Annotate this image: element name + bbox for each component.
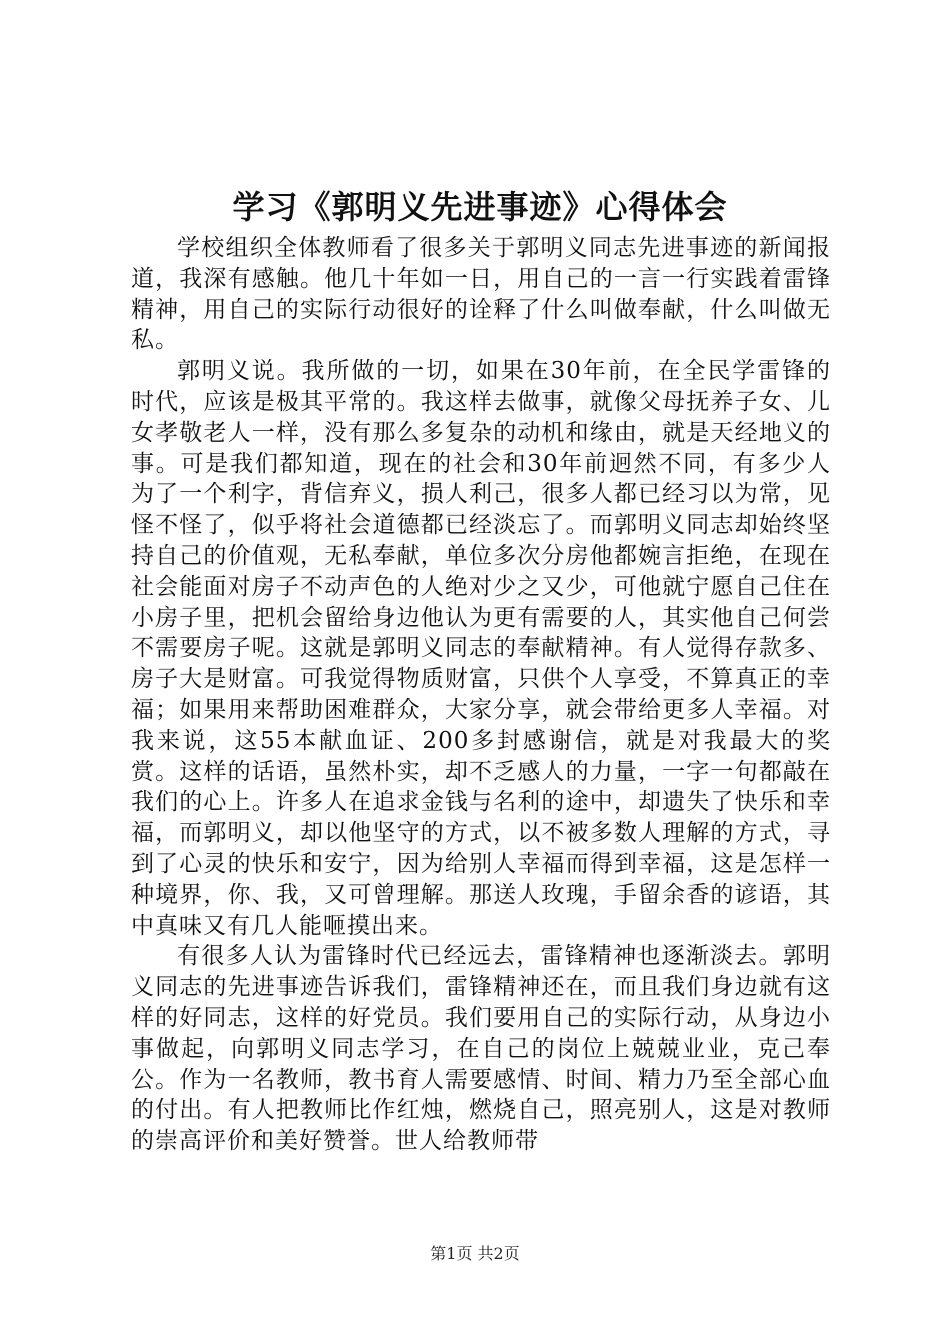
document-body [131, 233, 831, 1157]
paragraph-1: 学校组织全体教师看了很多关于郭明义同志先进事迹的新闻报道，我深有感触。他几十年如一日，用自己的一言一行实践着雷锋精神，用自己的实际行动很好的诠释了什么叫做奉献，什么叫做无私。 [131, 235, 831, 354]
document-title: 学习《郭明义先进事迹》心得体会 [232, 188, 728, 226]
paragraph-2: 郭明义说。我所做的一切，如果在30年前，在全民学雷锋的时代，应该是极其平常的。我这样去做事，就像父母抚养子女、儿女孝敬老人一样，没有那么多复杂的动机和缘由，就是天经地义的事。可是我们都知道，现在的社会和30年前迥然不同，有多少人为了一个利字，背信弃义，损人利己，很多人都已经习以为常，见怪不怪了，似乎将社会道德都已经淡忘了。而郭明义同志却始终坚持自己的价值观，无私奉献，单位多次分房他都婉言拒绝，在现在社会能面对房子不动声色的人绝对少之又少，可他就宁愿自己住在小房子里，把机会留给身边他认为更有需要的人，其实他自己何尝不需要房子呢。这就是郭明义同志的奉献精神。有人觉得存款多、房子大是财富。可我觉得物质财富，只供个人享受，不算真正的幸福；如果用来帮助困难群众，大家分享，就会带给更多人幸福。对我来说，这55本献血证、200多封感谢信，就是对我最大的奖赏。这样的话语，虽然朴实，却不乏感人的力量，一字一句都敲在我们的心上。许多人在追求金钱与名利的途中，却遗失了快乐和幸福，而郭明义，却以他坚守的方式，以不被多数人理解的方式，寻到了心灵的快乐和安宁，因为给别人幸福而得到幸福，这是怎样一种境界，你、我，又可曾理解。那送人玫瑰，手留余香的谚语，其中真味又有几人能咂摸出来。 [131, 358, 831, 939]
paragraph-3: 有很多人认为雷锋时代已经远去，雷锋精神也逐渐淡去。郭明义同志的先进事迹告诉我们，雷锋精神还在，而且我们身边就有这样的好同志，这样的好党员。我们要用自己的实际行动，从身边小事做起，向郭明义同志学习，在自己的岗位上兢兢业业，克己奉公。作为一名教师，教书育人需要感情、时间、精力乃至全部心血的付出。有人把教师比作红烛，燃烧自己，照亮别人，这是对教师的崇高评价和美好赞誉。世人给教师带 [131, 943, 831, 1155]
page-number-footer: 第1页 共2页 [430, 1244, 520, 1263]
